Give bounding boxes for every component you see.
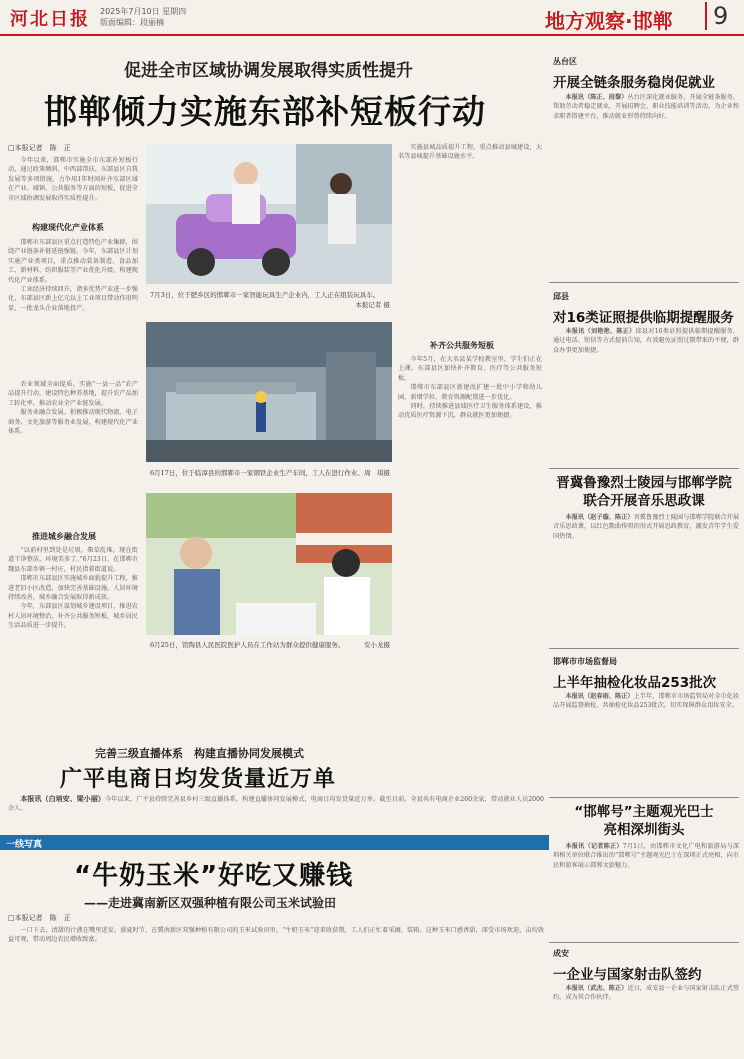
right-a3-byline: 本报讯（赵子璇、陈正）	[565, 514, 634, 521]
photo-toy-factory-credit: 本报记者 摄	[355, 301, 390, 309]
lead-text-2: 农业领域全面提质。实施“一县一品”农产品提升行动，建设特色种养基地，提升农产品加工转化率，推动农业全产业链发展。 服务业融合发展。积极推动现代物流、电子商务、文化旅游等服务业发展，构建现代化产业体系。	[8, 381, 138, 436]
lead-col3-subhead: 补齐公共服务短板	[430, 341, 494, 350]
right-a1-byline: 本报讯（陈正、段黎）	[565, 94, 628, 101]
masthead-date-block	[100, 6, 186, 28]
lead-col3-text-1: 实施县城品质提升工程，重点推动县城建设，大名等县城提升基础设施水平。	[398, 144, 542, 161]
newspaper-logo: 河北日报	[10, 9, 90, 30]
right-a2-text: 本报讯（刘艳艳、陈正）邱县对16类证照提供临期提醒服务，通过电话、短信等方式提前告知，有效避免证照过期带来的不便，群众办事更加便捷。	[553, 328, 739, 354]
steel-workshop-illustration	[146, 322, 392, 462]
milk-corn-text: 一口下去，清甜的汁液在嘴里迸发。盛夏时节，在冀南新区双强种植有限公司的玉米试验田里，“牛奶玉米”迎来收获期，工人们正忙着采摘、装箱。这种玉米口感香甜，深受市场欢迎，亩均效益可观，带动周边农民增收致富。	[8, 927, 544, 944]
lead-byline: □本报记者 陈 正	[8, 144, 71, 152]
right-a5-text: 本报讯（记者陈正）7月1日，由邯郸市文化广电和旅游局与深圳相关单位联合推出的“邯郸号”主题观光巴士在深圳正式亮相，向市民和游客展示邯郸文旅魅力。	[553, 843, 739, 869]
milk-corn-headline: “牛奶玉米”好吃又赚钱	[74, 861, 354, 891]
right-a6-byline: 本报讯（武杰、陈正）	[565, 985, 628, 992]
mid-article-text: 本报讯（白培安、梁小丽）今年以来，广平县持续完善县乡村三级直播体系，构建直播协同发展模式，电商日均发货量近万单。截至目前，全县共有电商企业260余家，带动就业人员2000余人。	[8, 795, 544, 813]
right-a4-headline: 上半年抽检化妆品253批次	[553, 675, 717, 691]
right-rule-3	[549, 648, 739, 649]
right-a4-byline: 本报讯（赵春雨、陈正）	[565, 693, 634, 700]
right-a3-headline-line2: 联合开展音乐思政课	[583, 493, 705, 509]
lead-intro: 今年以来，邯郸市实施全市东部补短板行动，通过政策倾斜、中西部帮扶、东部县区自我发展等多项措施，力争用1年时间补齐东部区域在产业、城镇、公共服务等方面的短板，促进全市区域协调发展取得实质性提升。	[8, 157, 138, 202]
right-rule-4	[549, 797, 739, 798]
lead-text-1: 邯郸市东部县区重点打造特色产业集群，围绕产业链条补链延链强链。今年，东部县区计划实施产业类项目，重点推动装备制造、食品加工、新材料、纺织服装等产业优化升级，构建现代化产业体系。 工业经济持续回升，诸多优势产业进一步强化，东部县区新上亿元以上工业项目带动作用明显，一批龙头企业落地投产。	[8, 239, 138, 312]
photo-medical-caption: 6月25日，馆陶县人民医院医护人员在工作站为群众提供健康服务。 安小龙摄	[150, 641, 390, 649]
right-rule-5	[549, 942, 739, 943]
right-a5-headline	[549, 803, 739, 839]
right-a3-headline	[549, 474, 739, 510]
lead-kicker: 促进全市区域协调发展取得实质性提升	[124, 61, 413, 81]
milk-corn-subheadline: ——走进冀南新区双强种植有限公司玉米试验田	[84, 896, 337, 910]
right-a1-place: 丛台区	[553, 57, 577, 66]
lead-col3-text-2: 今年5月，在大名县某学校教室里，学生们正在上课。东部县区加快补齐教育、医疗等公共服务短板。 邯郸市东部县区新建改扩建一批中小学和幼儿园，新增学位，教育资源配置进一步优化。 同时，持续推进县域医疗卫生服务体系建设，推动优质医疗资源下沉，群众就医更加便捷。	[398, 356, 542, 420]
milk-corn-byline: □本报记者 陈 正	[8, 914, 71, 922]
right-a6-headline: 一企业与国家射击队签约	[553, 967, 702, 983]
masthead	[0, 0, 744, 36]
lead-text-3: “以前村里到处是垃圾，柴草乱堆，现在街道干净整洁，环境美多了。”6月23日，在邯郸市魏县东部乡镇一村庄，村民指着街道说。 邯郸市东部县区实施城乡面貌提升工程，推进老旧小区改造，加快完善基础设施，人居环境持续改善，城乡融合发展取得新成效。 今年，东部县区谋划城乡建设项目，推进农村人居环境整治，补齐公共服务短板，城乡居民生活品质进一步提升。	[8, 547, 138, 630]
band-label: 一线写真	[6, 840, 43, 850]
right-rule-1	[549, 282, 739, 283]
right-a5-headline-line2: 亮相深圳街头	[603, 822, 685, 838]
right-a6-place: 成安	[553, 949, 569, 958]
right-a3-text: 本报讯（赵子璇、陈正）晋冀鲁豫烈士陵园与邯郸学院联合开展音乐思政课，以红色歌曲传唱的形式开展思政教育，激发青年学生爱国热情。	[553, 514, 739, 540]
mid-headline: 广平电商日均发货量近万单	[60, 767, 337, 792]
toy-factory-illustration	[146, 144, 392, 284]
section-title: 地方观察·邯郸	[545, 9, 673, 33]
mid-byline: 本报讯（白培安、梁小丽）	[20, 795, 105, 803]
right-a4-text: 本报讯（赵春雨、陈正）上半年，邯郸市市场监管局对全市化妆品开展监督抽检，共抽检化妆品253批次，切实保障群众用妆安全。	[553, 693, 739, 710]
photo-toy-factory-caption: 7月3日，位于肥乡区的邯郸市一家智能玩具生产企业内，工人正在组装玩具车。 本报记者 摄	[150, 291, 390, 309]
right-a1-text: 本报讯（陈正、段黎）丛台区深化就业服务，开展全链条服务，帮助劳动者稳定就业，开展招聘会、职业技能培训等活动，为企业和求职者搭建平台，推动就业形势持续向好。	[553, 94, 739, 120]
right-a1-headline: 开展全链条服务稳岗促就业	[553, 75, 715, 91]
lead-subhead-industry: 构建现代化产业体系	[32, 223, 104, 232]
photo-medical-credit: 安小龙摄	[364, 641, 390, 649]
issue-date: 2025年7月10日 星期四	[100, 7, 187, 16]
right-a4-place: 邯郸市市场监督局	[553, 657, 617, 666]
section-band	[0, 835, 549, 850]
medical-service-illustration	[146, 493, 392, 635]
right-a2-place: 邱县	[553, 292, 569, 301]
lead-headline: 邯郸倾力实施东部补短板行动	[44, 92, 486, 131]
page-number: 9	[705, 2, 728, 30]
page-editor: 版面编辑：段丽楠	[100, 18, 164, 27]
photo-toy-factory	[146, 144, 392, 284]
right-a6-text: 本报讯（武杰、陈正）近日，成安县一企业与国家射击队正式签约，成为其合作伙伴。	[553, 985, 739, 1002]
right-a3-headline-line1: 晋冀鲁豫烈士陵园与邯郸学院	[556, 475, 732, 491]
right-a5-headline-line1: “邯郸号”主题观光巴士	[574, 804, 714, 820]
right-a5-byline: 本报讯（记者陈正）	[565, 843, 623, 850]
mid-kicker: 完善三级直播体系 构建直播协同发展模式	[95, 747, 304, 760]
right-a2-byline: 本报讯（刘艳艳、陈正）	[565, 328, 636, 335]
right-a2-headline: 对16类证照提供临期提醒服务	[553, 310, 734, 326]
photo-medical-service	[146, 493, 392, 635]
photo-steel-workshop-caption: 6月17日，位于临漳县的邯郸市一家钢铁企业生产车间，工人在进行作业。 周 琪摄	[150, 469, 390, 477]
lead-subhead-urban: 推进城乡融合发展	[32, 532, 96, 541]
photo-steel-workshop-credit: 周 琪摄	[364, 469, 390, 477]
right-rule-2	[549, 468, 739, 469]
photo-steel-workshop	[146, 322, 392, 462]
